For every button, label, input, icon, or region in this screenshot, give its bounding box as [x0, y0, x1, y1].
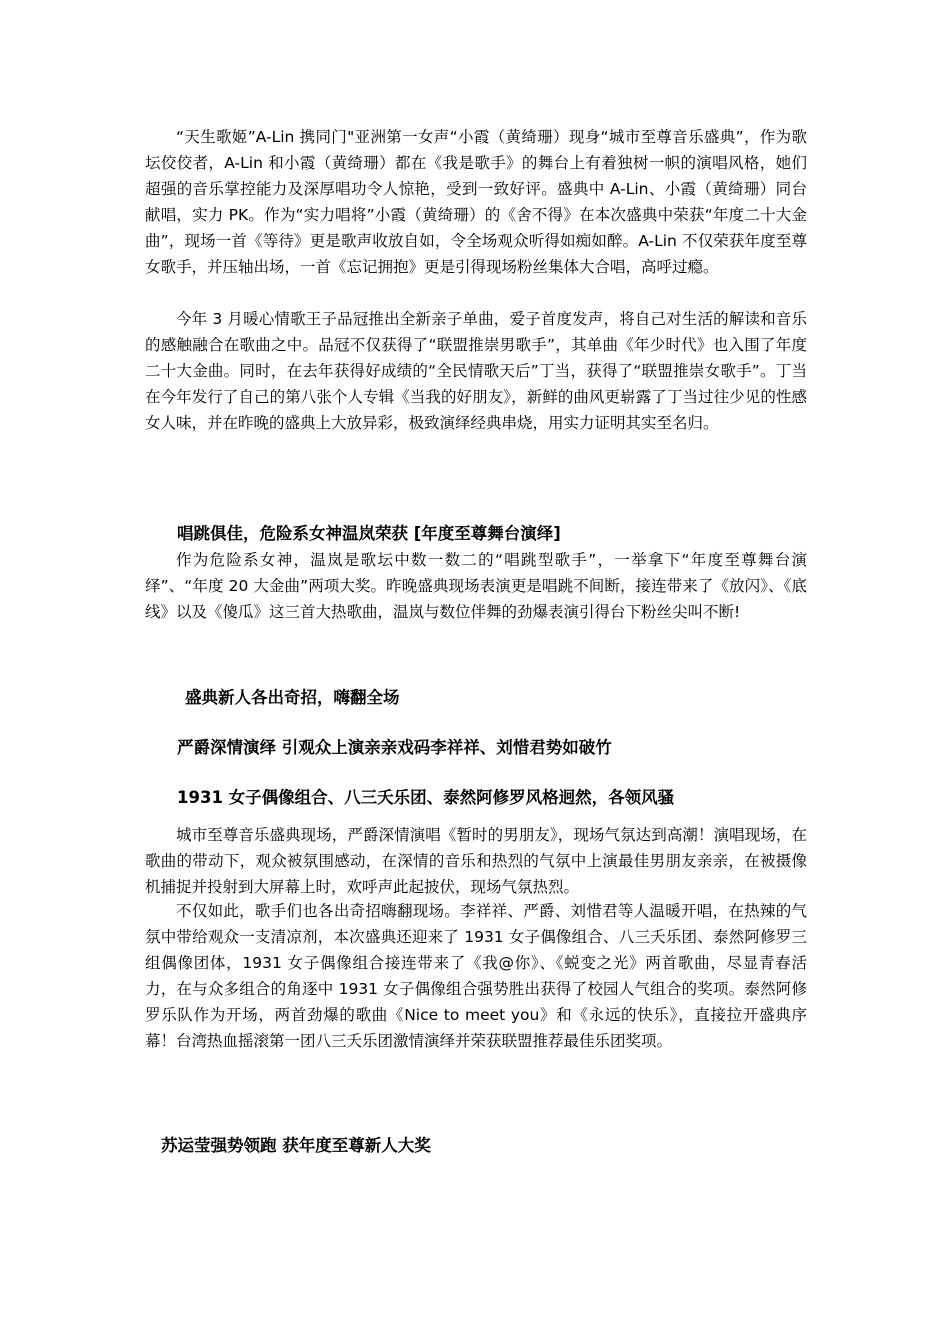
- paragraph-alin-xiaoxia: “天生歌姬”A-Lin 携同门"亚洲第一女声“小霞（黄绮珊）现身“城市至尊音乐盛典”，作为歌坛佼佼者，A-Lin 和小霞（黄绮珊）都在《我是歌手》的舞台上有着独树一帜的演唱风格，她们超强的音乐掌控能力及深厚唱功令人惊艳，受到一致好评。盛典中 A-Lin、小霞（黄绮珊）同台献唱，实力 PK。作为“实力唱将”小霞（黄绮珊）的《舍不得》在本次盛典中荣获“年度二十大金曲”，现场一首《等待》更是歌声收放自如，令全场观众听得如痴如醉。A-Lin 不仅荣获年度至尊女歌手，并压轴出场，一首《忘记拥抱》更是引得现场粉丝集体大合唱，高呼过瘾。: [145, 128, 808, 276]
- heading-newcomers: 盛典新人各出奇招，嗨翻全场: [185, 688, 400, 707]
- heading-suyunying: 苏运莹强势领跑 获年度至尊新人大奖: [161, 1136, 431, 1155]
- paragraph-groups-performance: 不仅如此，歌手们也各出奇招嗨翻现场。李祥祥、严爵、刘惜君等人温暖开唱，在热辣的气氛中带给观众一支清凉剂，本次盛典还迎来了 1931 女子偶像组合、八三夭乐团、泰然阿修罗三组偶像团体，1931 女子偶像组合接连带来了《我@你》、《蜕变之光》两首歌曲，尽显青春活力，在与众多组合的角逐中 1931 女子偶像组合强势胜出获得了校园人气组合的奖项。泰然阿修罗乐队作为开场，两首劲爆的歌曲《Nice to meet you》和《永远的快乐》，直接拉开盛典序幕！台湾热血摇滚第一团八三夭乐团激情演绎并荣获联盟推荐最佳乐团奖项。: [145, 902, 807, 1050]
- heading-groups: 1931 女子偶像组合、八三夭乐团、泰然阿修罗风格迥然，各领风骚: [177, 788, 675, 807]
- paragraph-wenlan: 作为危险系女神，温岚是歌坛中数一数二的“唱跳型歌手”，一举拿下“年度至尊舞台演绎”、“年度 20 大金曲”两项大奖。昨晚盛典现场表演更是唱跳不间断，接连带来了《放闪》、《底线》以及《傻瓜》这三首大热歌曲，温岚与数位伴舞的劲爆表演引得台下粉丝尖叫不断!: [145, 551, 807, 621]
- paragraph-yanjue-performance: 城市至尊音乐盛典现场，严爵深情演唱《暂时的男朋友》，现场气氛达到高潮！演唱现场，在歌曲的带动下，观众被氛围感动，在深情的音乐和热烈的气氛中上演最佳男朋友亲亲，在被摄像机捕捉并投射到大屏幕上时，欢呼声此起披伏，现场气氛热烈。: [145, 826, 807, 896]
- heading-yanjue: 严爵深情演绎 引观众上演亲亲戏码李祥祥、刘惜君势如破竹: [177, 738, 612, 757]
- heading-wenlan-award: 唱跳俱佳，危险系女神温岚荣获 [年度至尊舞台演绎]: [177, 524, 561, 543]
- paragraph-pinguan-dingdang: 今年 3 月暖心情歌王子品冠推出全新亲子单曲，爱子首度发声，将自己对生活的解读和音乐的感触融合在歌曲之中。品冠不仅获得了“联盟推崇男歌手”，其单曲《年少时代》也入围了年度二十大金曲。同时，在去年获得好成绩的“全民情歌天后”丁当，获得了“联盟推崇女歌手”。丁当在今年发行了自己的第八张个人专辑《当我的好朋友》，新鲜的曲风更崭露了丁当过往少见的性感女人味，并在昨晚的盛典上大放异彩，极致演绎经典串烧，用实力证明其实至名归。: [145, 310, 807, 432]
